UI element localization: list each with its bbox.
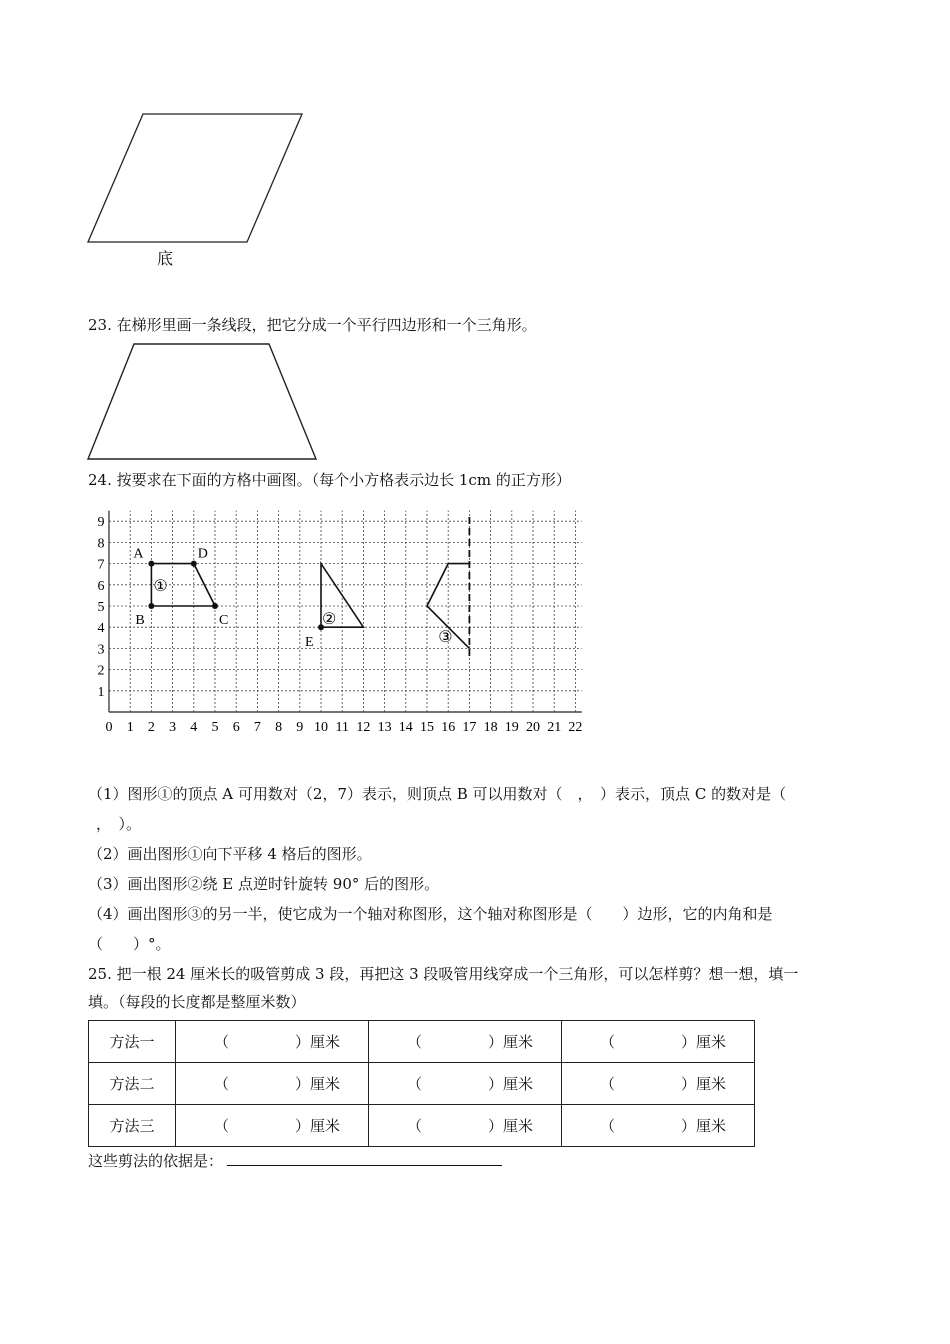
y-tick-label: 9	[97, 515, 105, 531]
point-a	[148, 561, 154, 567]
open-paren: （	[600, 1117, 616, 1135]
point-b	[148, 603, 154, 609]
y-tick-label: 7	[97, 557, 105, 573]
x-tick-label: 9	[296, 720, 304, 735]
table-row	[89, 1063, 755, 1105]
open-paren: （	[214, 1033, 230, 1051]
x-tick-label: 8	[275, 720, 283, 735]
answer-cell[interactable]	[176, 1021, 369, 1063]
label-a: A	[133, 546, 144, 562]
y-tick-label: 3	[97, 642, 105, 658]
x-tick-label: 12	[356, 720, 371, 735]
parallelogram-figure	[80, 108, 320, 278]
unit-label: ）厘米	[487, 1075, 533, 1093]
open-paren: （	[600, 1033, 616, 1051]
answer-cell[interactable]	[562, 1105, 755, 1147]
x-tick-label: 15	[420, 720, 434, 735]
answer-cell[interactable]	[369, 1105, 562, 1147]
x-tick-label: 16	[441, 720, 456, 735]
x-tick-label: 18	[483, 720, 498, 735]
basis-line	[88, 1150, 502, 1171]
grid-lines	[109, 511, 582, 712]
answer-cell[interactable]	[562, 1063, 755, 1105]
unit-label: ）厘米	[487, 1117, 533, 1135]
figure-1-mark: ①	[153, 577, 168, 595]
q24-sub1-line2: ， ）。	[96, 815, 142, 833]
x-tick-label: 20	[526, 720, 540, 735]
answer-cell[interactable]	[369, 1021, 562, 1063]
x-tick-label: 4	[190, 720, 198, 735]
q24-sub3: （3）画出图形②绕 E 点逆时针旋转 90° 后的图形。	[88, 875, 440, 893]
unit-label: ）厘米	[487, 1033, 533, 1051]
table-row	[89, 1105, 755, 1147]
question-24: 24. 按要求在下面的方格中画图。（每个小方格表示边长 1cm 的正方形）	[88, 471, 571, 489]
q24-sub1-line1: （1）图形①的顶点 A 可用数对（2，7）表示，则顶点 B 可以用数对（ ， ）表示，顶点 C 的数对是（	[88, 785, 787, 803]
x-tick-label: 10	[314, 720, 328, 735]
trapezoid-figure	[80, 338, 340, 464]
answer-cell[interactable]	[369, 1063, 562, 1105]
point-c	[212, 603, 218, 609]
basis-label: 这些剪法的依据是：	[88, 1152, 224, 1170]
unit-label: ）厘米	[294, 1075, 340, 1093]
point-d	[191, 561, 197, 567]
x-tick-label: 19	[504, 720, 519, 735]
figure-2-mark: ②	[322, 611, 337, 629]
answer-cell[interactable]	[562, 1021, 755, 1063]
q24-sub4-line2: （ ）°。	[88, 935, 171, 953]
trapezoid-shape	[88, 344, 316, 459]
grid-shapes	[133, 517, 469, 657]
x-tick-label: 22	[568, 720, 583, 735]
label-e: E	[305, 635, 314, 651]
q24-sub4-line1: （4）画出图形③的另一半，使它成为一个轴对称图形，这个轴对称图形是（ ）边形，它的内角和是	[88, 905, 773, 923]
question-23: 23. 在梯形里画一条线段，把它分成一个平行四边形和一个三角形。	[88, 316, 537, 334]
method-label: 方法二	[89, 1063, 176, 1105]
axis-labels	[98, 515, 583, 735]
figure-3-mark: ③	[438, 629, 453, 647]
x-tick-label: 21	[547, 720, 562, 735]
answer-cell[interactable]	[176, 1063, 369, 1105]
label-c: C	[219, 613, 229, 628]
y-tick-label: 1	[97, 684, 105, 700]
table-row	[89, 1021, 755, 1063]
unit-label: ）厘米	[680, 1117, 726, 1135]
x-tick-label: 13	[377, 720, 392, 735]
y-tick-label: 4	[97, 621, 105, 637]
y-tick-label: 6	[97, 578, 105, 594]
x-tick-label: 5	[211, 720, 219, 735]
x-tick-label: 11	[335, 720, 349, 735]
methods-table	[88, 1020, 755, 1147]
open-paren: （	[214, 1117, 230, 1135]
method-label: 方法一	[89, 1021, 176, 1063]
coordinate-grid	[88, 500, 598, 738]
x-tick-label: 14	[398, 720, 413, 735]
x-tick-label: 17	[462, 720, 477, 735]
x-tick-label: 2	[147, 720, 155, 735]
question-25-line1: 25. 把一根 24 厘米长的吸管剪成 3 段，再把这 3 段吸管用线穿成一个三角形，可以怎样剪？想一想，填一	[88, 965, 799, 983]
y-tick-label: 5	[97, 600, 105, 615]
basis-answer-blank[interactable]	[227, 1151, 502, 1166]
q24-sub2: （2）画出图形①向下平移 4 格后的图形。	[88, 845, 372, 863]
x-tick-label: 1	[126, 720, 134, 735]
open-paren: （	[214, 1075, 230, 1093]
open-paren: （	[407, 1033, 423, 1051]
open-paren: （	[600, 1075, 616, 1093]
unit-label: ）厘米	[294, 1033, 340, 1051]
x-tick-label: 6	[232, 720, 240, 735]
parallelogram-shape	[88, 114, 302, 242]
answer-cell[interactable]	[176, 1105, 369, 1147]
parallelogram-base-label: 底	[157, 249, 174, 268]
x-tick-label: 0	[105, 720, 113, 735]
x-tick-label: 3	[169, 720, 177, 735]
question-25-line2: 填。（每段的长度都是整厘米数）	[88, 993, 306, 1011]
y-tick-label: 8	[97, 536, 105, 552]
method-label: 方法三	[89, 1105, 176, 1147]
unit-label: ）厘米	[680, 1033, 726, 1051]
open-paren: （	[407, 1117, 423, 1135]
label-d: D	[197, 546, 208, 562]
unit-label: ）厘米	[294, 1117, 340, 1135]
label-b: B	[135, 613, 145, 628]
y-tick-label: 2	[97, 663, 105, 679]
open-paren: （	[407, 1075, 423, 1093]
x-tick-label: 7	[253, 720, 261, 735]
unit-label: ）厘米	[680, 1075, 726, 1093]
